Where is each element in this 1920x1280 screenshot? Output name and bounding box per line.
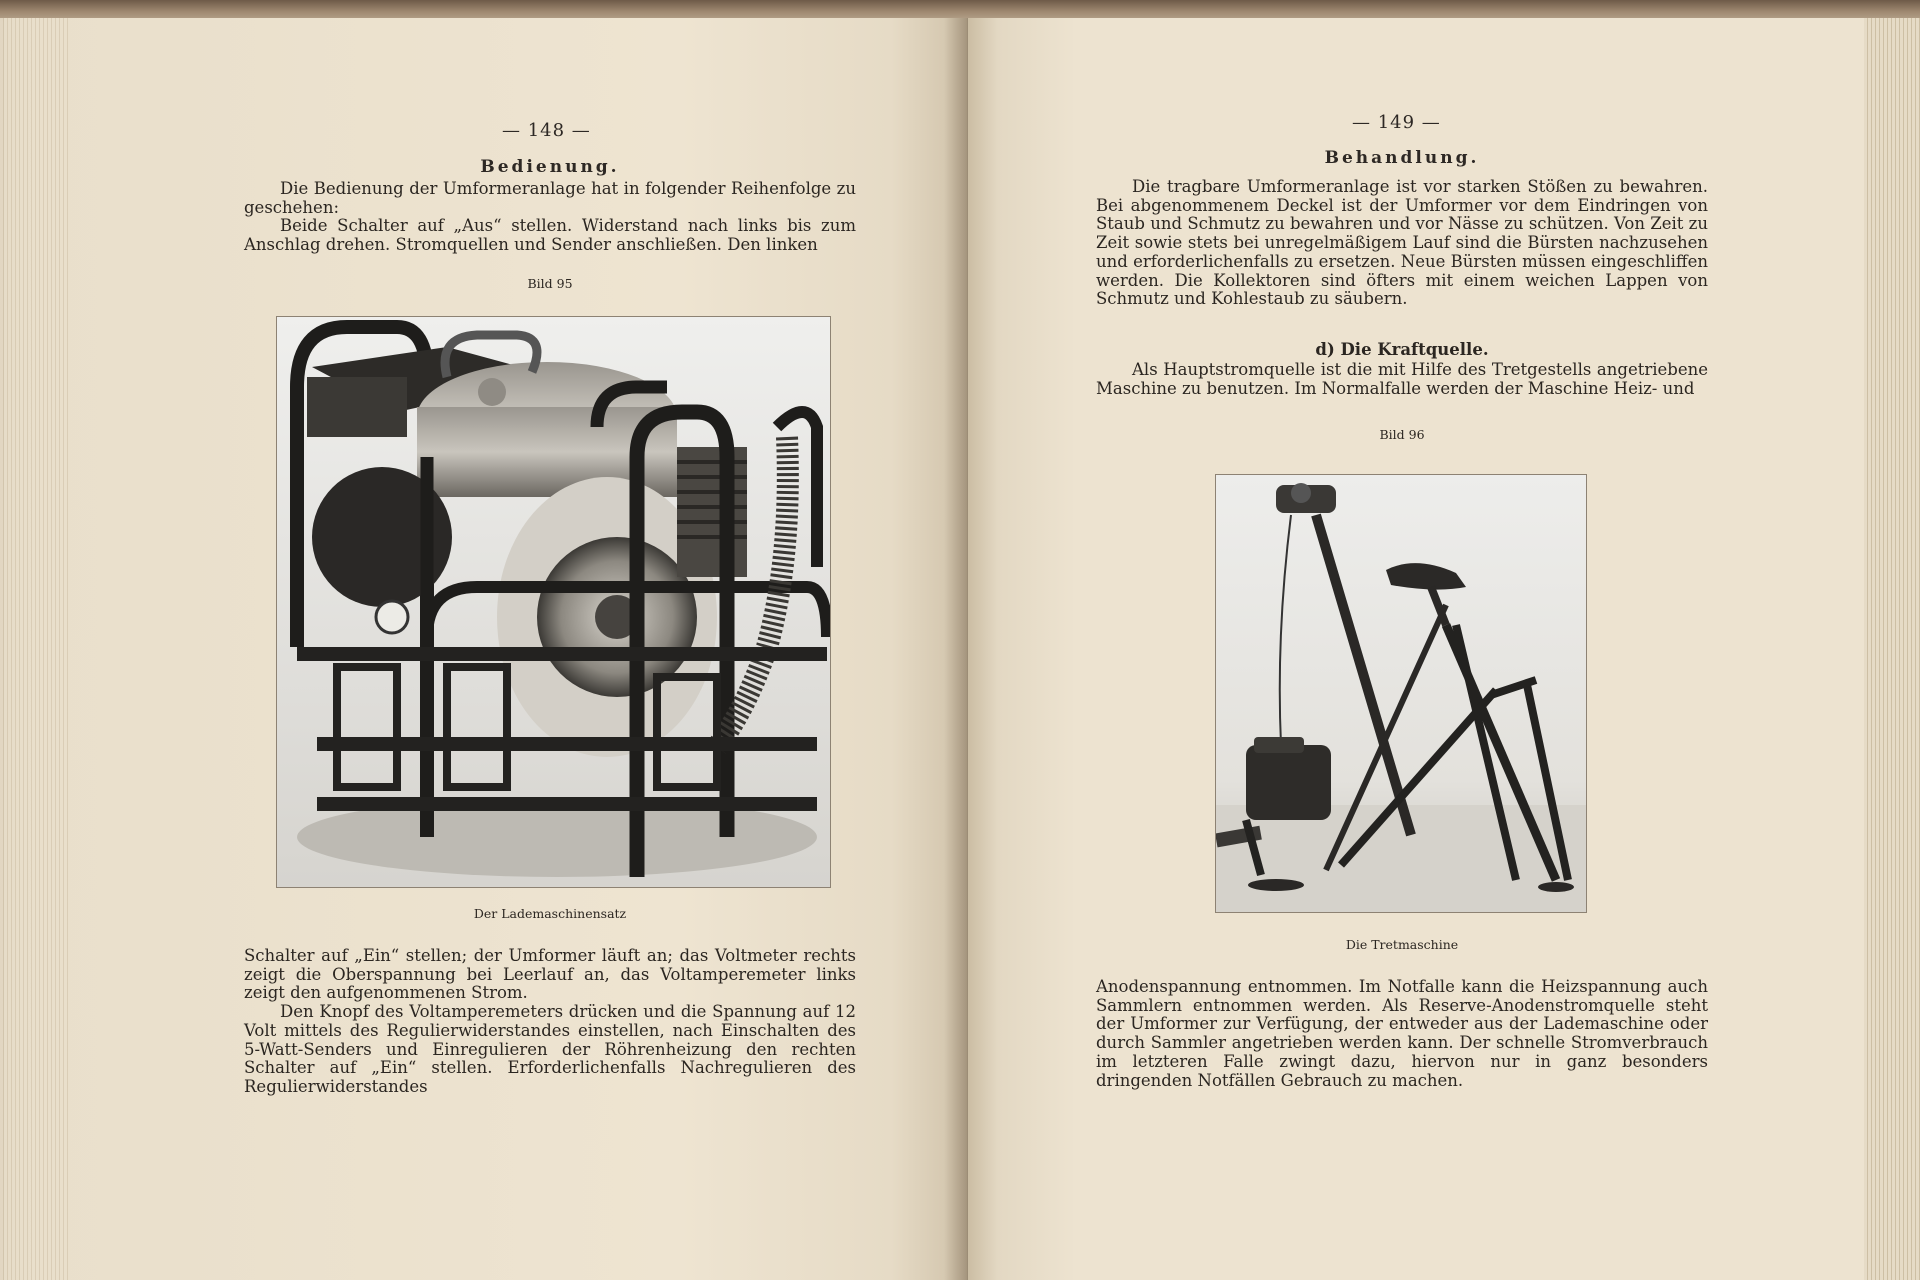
right-text-mid xyxy=(1096,361,1708,398)
left-page-edges xyxy=(0,18,70,1280)
page-number-right: — 149 — xyxy=(1352,112,1441,133)
heading-bedienung: Bedienung. xyxy=(480,157,620,177)
paragraph: Die Bedienung der Umformeranlage hat in folgender Reihenfolge zu geschehen: xyxy=(244,179,856,217)
paragraph: Anodenspannung entnommen. Im Notfalle kann die Heizspannung auch Sammlern entnommen werden. Als Reserve-Anodenstromquelle steht der Umformer zur Verfügung, der entweder aus der Lademaschine oder durch Sammler angetrieben werden kann. Der schnelle Stromverbrauch im letzteren Falle zwingt dazu, hiervon nur in ganz besonders dringenden Notfällen Gebrauch zu machen. xyxy=(1096,977,1708,1090)
photo-tretmaschine xyxy=(1215,474,1587,913)
paragraph: Als Hauptstromquelle ist die mit Hilfe des Tretgestells angetriebene Maschine zu benutzen. Im Normalfalle werden der Maschine Heiz- und xyxy=(1096,360,1708,398)
photo-lademaschinensatz xyxy=(276,316,831,888)
figure-caption-96: Die Tretmaschine xyxy=(1345,937,1459,952)
right-text-top xyxy=(1096,178,1708,309)
page-number-left: — 148 — xyxy=(502,120,591,141)
subheading-kraftquelle: d) Die Kraftquelle. xyxy=(1315,340,1489,359)
left-text-top xyxy=(244,180,856,255)
pedal-machine-photo-illustration xyxy=(1216,475,1586,912)
paragraph: Schalter auf „Ein“ stellen; der Umformer läuft an; das Voltmeter rechts zeigt die Oberspannung bei Leerlauf an, das Voltamperemeter links zeigt den aufgenommenen Strom. xyxy=(244,946,856,1003)
generator-photo-illustration xyxy=(277,317,830,887)
left-text-bottom xyxy=(244,947,856,1097)
right-page-edges xyxy=(1864,18,1920,1280)
figure-label-95: Bild 95 xyxy=(527,276,573,291)
figure-caption-95: Der Lademaschinensatz xyxy=(473,906,627,921)
right-text-bottom xyxy=(1096,978,1708,1090)
heading-behandlung: Behandlung. xyxy=(1324,148,1480,168)
paragraph: Den Knopf des Voltamperemeters drücken und die Spannung auf 12 Volt mittels des Regulierwiderstandes einstellen, nach Einschalten des 5-Watt-Senders und Einregulieren der Röhrenheizung den rechten Schalter auf „Ein“ stellen. Erforderlichenfalls Nachregulieren des Regulierwiderstandes xyxy=(244,1002,856,1096)
figure-label-96: Bild 96 xyxy=(1379,427,1425,442)
paragraph: Beide Schalter auf „Aus“ stellen. Widerstand nach links bis zum Anschlag drehen. Stromquellen und Sender anschließen. Den linken xyxy=(244,216,856,255)
paragraph: Die tragbare Umformeranlage ist vor starken Stößen zu bewahren. Bei abgenommenem Deckel ist der Umformer vor dem Eindringen von Staub und Schmutz zu bewahren und vor Nässe zu schützen. Von Zeit zu Zeit sowie stets bei unregelmäßigem Lauf sind die Bürsten nachzusehen und erforderlichenfalls zu ersetzen. Neue Bürsten müssen eingeschliffen werden. Die Kollektoren sind öfters mit einem weichen Lappen von Schmutz und Kohlestaub zu säubern. xyxy=(1096,177,1708,309)
